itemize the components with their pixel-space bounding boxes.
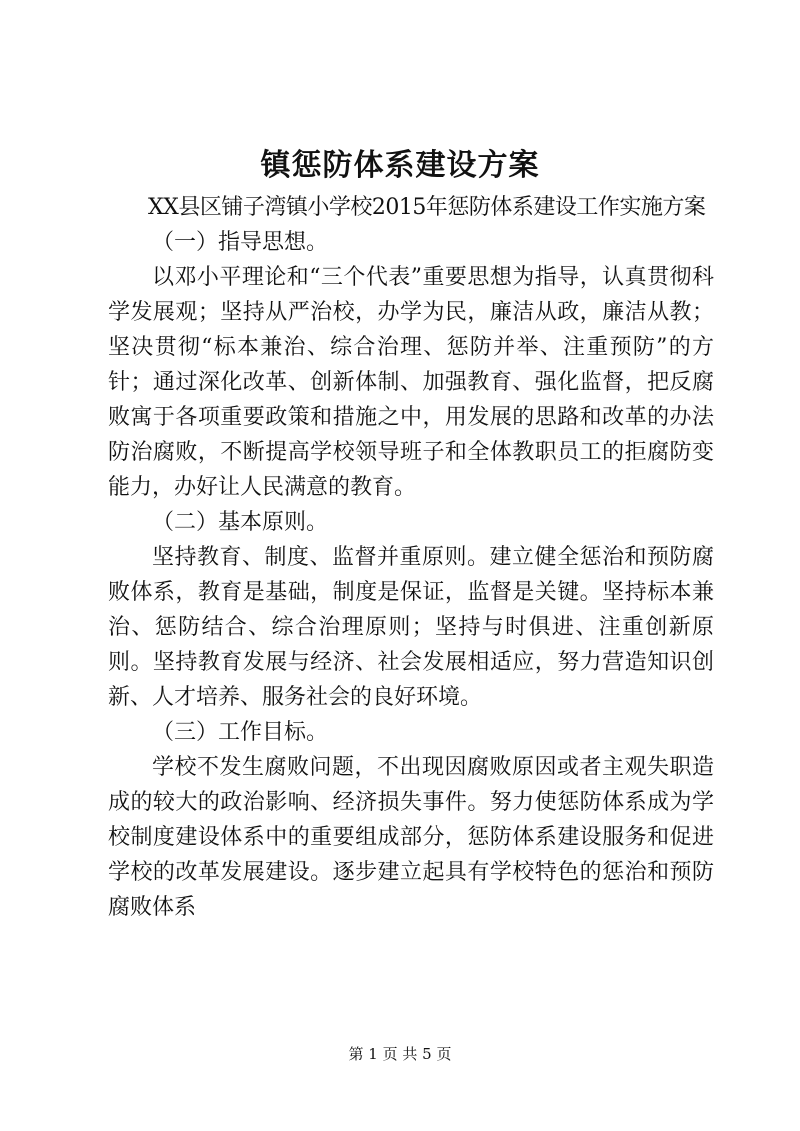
page-number-footer: 第 1 页 共 5 页	[348, 1045, 452, 1063]
section-heading-work-goals: （三）工作目标。	[152, 720, 329, 745]
section-body-work-goals: 学校不发生腐败问题，不出现因腐败原因或者主观失职造成的较大的政治影响、经济损失事件。努力使惩防体系成为学校制度建设体系中的重要组成部分，惩防体系建设服务和促进学校的改革发展建设。逐步建立起具有学校特色的惩治和预防腐败体系	[108, 755, 714, 920]
document-title: 镇惩防体系建设方案	[260, 148, 540, 183]
document-subtitle: XX县区铺子湾镇小学校2015年惩防体系建设工作实施方案	[148, 195, 706, 220]
section-heading-basic-principles: （二）基本原则。	[152, 510, 329, 535]
document-body	[108, 190, 714, 925]
section-heading-guiding-ideology: （一）指导思想。	[152, 230, 329, 255]
section-body-guiding-ideology: 以邓小平理论和“三个代表”重要思想为指导，认真贯彻科学发展观；坚持从严治校，办学为民，廉洁从政，廉洁从教；坚决贯彻“标本兼治、综合治理、惩防并举、注重预防”的方针；通过深化改革、创新体制、加强教育、强化监督，把反腐败寓于各项重要政策和措施之中，用发展的思路和改革的办法防治腐败，不断提高学校领导班子和全体教职员工的拒腐防变能力，办好让人民满意的教育。	[108, 265, 714, 500]
section-body-basic-principles: 坚持教育、制度、监督并重原则。建立健全惩治和预防腐败体系，教育是基础，制度是保证，监督是关键。坚持标本兼治、惩防结合、综合治理原则；坚持与时俱进、注重创新原则。坚持教育发展与经济、社会发展相适应，努力营造知识创新、人才培养、服务社会的良好环境。	[108, 545, 714, 710]
